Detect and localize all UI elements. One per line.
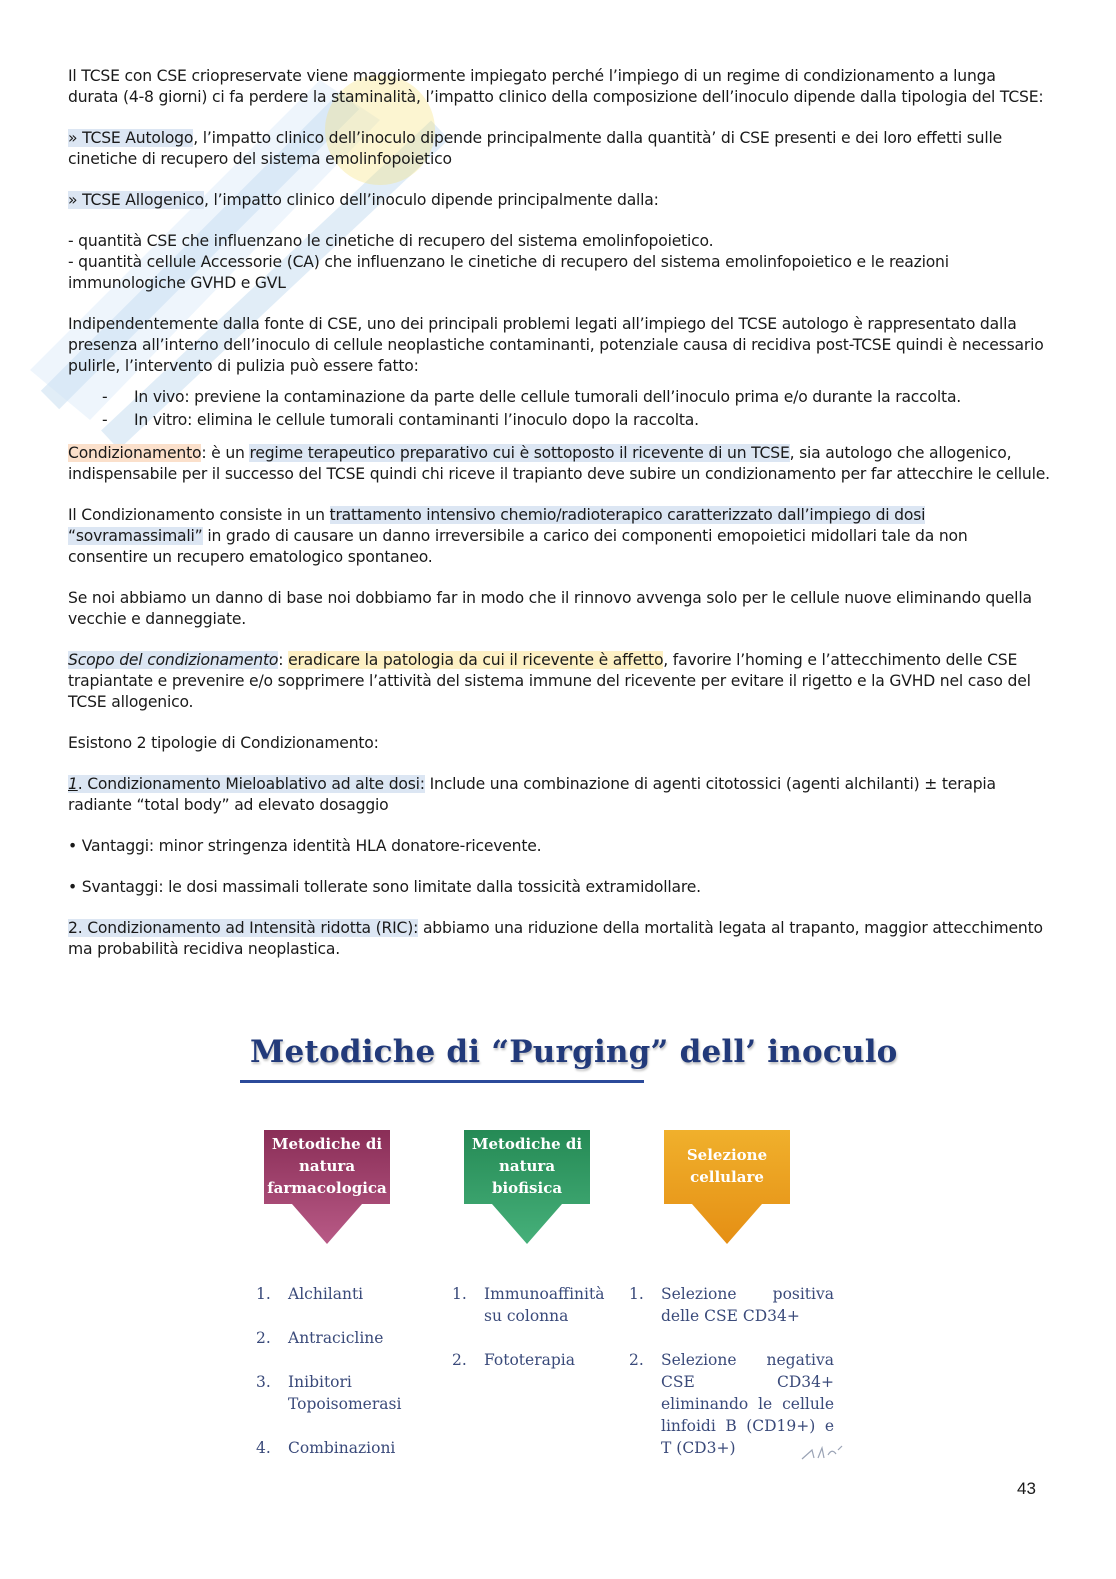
pro-contro-list xyxy=(68,836,1050,898)
tipologie-paragraph: Esistono 2 tipologie di Condizionamento: xyxy=(68,734,379,752)
list-item-text: Alchilanti xyxy=(288,1285,364,1303)
condizionamento-mid: : è un xyxy=(201,444,250,462)
figure-title: Metodiche di “Purging” dell’ inoculo xyxy=(250,1034,898,1070)
list-item xyxy=(256,1371,402,1415)
intro-paragraph: Il TCSE con CSE criopreservate viene maggiormente impiegato perché l’impiego di un regime di condizionamento a lunga durata (4-8 giorni) ci fa perdere la staminalità, l’impatto clinico della composizione dell’inoculo dipende dalla tipologia del TCSE: xyxy=(68,67,1044,106)
in-vivo-text: In vivo: previene la contaminazione da parte delle cellule tumorali dell’inoculo prima e/o durante la raccolta. xyxy=(134,388,962,406)
box-biofisica-label: Metodiche di natura biofisica xyxy=(471,1135,583,1197)
page-number: 43 xyxy=(1017,1479,1036,1498)
condizionamento-label: Condizionamento xyxy=(68,444,202,462)
list-farmacologica xyxy=(256,1283,426,1481)
list-item-text: Antracicline xyxy=(288,1329,384,1347)
autologo-paragraph xyxy=(68,128,1050,170)
figure-title-underline xyxy=(240,1080,644,1083)
tipologia-2-paragraph xyxy=(68,918,1050,960)
allogenico-item-2: - quantità cellule Accessorie (CA) che influenzano le cinetiche di recupero del sistema emolinfopoietico e le reazioni immunologiche GVHD e GVL xyxy=(68,253,949,292)
list-item xyxy=(452,1283,605,1327)
autologo-label: » TCSE Autologo xyxy=(68,129,194,147)
svantaggi-item: • Svantaggi: le dosi massimali tollerate sono limitate dalla tossicità extramidollare. xyxy=(68,878,701,896)
list-item-number: 1. xyxy=(629,1285,644,1303)
list-item-text: Selezione positiva delle CSE CD34+ xyxy=(661,1285,834,1325)
tipologia-1-text: Include una combinazione di agenti citotossici (agenti alchilanti) ± terapia radiante “total body” ad elevato dosaggio xyxy=(68,775,996,814)
scopo-label: Scopo del condizionamento xyxy=(68,651,279,669)
list-item xyxy=(256,1283,426,1305)
indipendentemente-paragraph: Indipendentemente dalla fonte di CSE, uno dei principali problemi legati all’impiego del TCSE autologo è rappresentato dalla presenza all’interno dell’inoculo di cellule neoplastiche contaminanti, potenziale causa di recidiva post-TCSE quindi è necessario pulirle, l’intervento di pulizia può essere fatto: xyxy=(68,315,1044,375)
list-item xyxy=(256,1437,426,1459)
box-farmacologica-label: Metodiche di natura farmacologica xyxy=(267,1135,387,1197)
condizionamento-paragraph xyxy=(68,443,1050,485)
document-body xyxy=(68,66,1050,980)
list-biofisica xyxy=(452,1283,612,1393)
consiste-rest: in grado di causare un danno irreversibile a carico dei componenti emopoietici midollari tale da non consentire un recupero ematologico spontaneo. xyxy=(68,527,968,566)
list-item-text: Combinazioni xyxy=(288,1439,396,1457)
allogenico-label: » TCSE Allogenico xyxy=(68,191,204,209)
list-item xyxy=(256,1327,426,1349)
tipologia-1-paragraph xyxy=(68,774,1050,816)
in-vitro-text: In vitro: elimina le cellule tumorali contaminanti l’inoculo dopo la raccolta. xyxy=(134,411,699,429)
consiste-paragraph xyxy=(68,505,1050,568)
list-item-text: Fototerapia xyxy=(484,1351,575,1369)
allogenico-paragraph xyxy=(68,190,1050,211)
scopo-colon: : xyxy=(278,651,289,669)
list-item xyxy=(452,1349,612,1371)
list-item xyxy=(629,1283,834,1327)
list-item-number: 2. xyxy=(256,1329,271,1347)
scopo-highlight: eradicare la patologia da cui il ricevente è affetto xyxy=(288,651,664,669)
autologo-text: , l’impatto clinico dell’inoculo dipende principalmente dalla quantità’ di CSE presenti e dei loro effetti sulle cinetiche di recupero del sistema emolinfopoietico xyxy=(68,129,1002,168)
list-item: - In vitro: elimina le cellule tumorali contaminanti l’inoculo dopo la raccolta. xyxy=(102,411,699,429)
list-item-number: 1. xyxy=(452,1285,467,1303)
tipologia-2-text: abbiamo una riduzione della mortalità legata al trapanto, maggior attecchimento ma probabilità recidiva neoplastica. xyxy=(68,919,1043,958)
allogenico-list xyxy=(68,231,1050,294)
list-item-number: 3. xyxy=(256,1373,271,1391)
condizionamento-highlight: regime terapeutico preparativo cui è sottoposto il ricevente di un TCSE xyxy=(249,444,790,462)
list-item-text: Immunoaffinità su colonna xyxy=(484,1285,605,1325)
signature-mark-icon xyxy=(800,1442,846,1462)
pulizia-list xyxy=(68,387,1050,431)
scopo-rest: , favorire l’homing e l’attecchimento delle CSE trapiantate e prevenire e/o sopprimere l’attività del sistema immune del ricevente per evitare il rigetto e la GVHD nel caso del TCSE allogenico. xyxy=(68,651,1031,711)
danno-paragraph: Se noi abbiamo un danno di base noi dobbiamo far in modo che il rinnovo avvenga solo per le cellule nuove eliminando quella vecchie e danneggiate. xyxy=(68,589,1032,628)
consiste-highlight: trattamento intensivo chemio/radioterapico caratterizzato dall’impiego di dosi “sovramassimali” xyxy=(68,506,926,545)
tipologia-1-label: . Condizionamento Mieloablativo ad alte dosi: xyxy=(77,775,425,793)
condizionamento-rest: , sia autologo che allogenico, indispensabile per il successo del TCSE quindi chi riceve il trapianto deve subire un condizionamento per far attecchire le cellule. xyxy=(68,444,1050,483)
list-item: - In vivo: previene la contaminazione da parte delle cellule tumorali dell’inoculo prima e/o durante la raccolta. xyxy=(102,388,962,406)
allogenico-item-1: - quantità CSE che influenzano le cinetiche di recupero del sistema emolinfopoietico. xyxy=(68,232,714,250)
scopo-paragraph xyxy=(68,650,1050,713)
tipologia-2-label: 2. Condizionamento ad Intensità ridotta (RIC): xyxy=(68,919,419,937)
allogenico-text: , l’impatto clinico dell’inoculo dipende principalmente dalla: xyxy=(204,191,659,209)
vantaggi-item: • Vantaggi: minor stringenza identità HLA donatore-ricevente. xyxy=(68,837,542,855)
consiste-start: Il Condizionamento consiste in un xyxy=(68,506,330,524)
list-item-number: 1. xyxy=(256,1285,271,1303)
list-item-text: Selezione negativa CSE CD34+ eliminando le cellule linfoidi B (CD19+) e T (CD3+) xyxy=(661,1351,834,1457)
tipologia-1-number: 1 xyxy=(68,775,78,793)
list-item-text: Inibitori Topoisomerasi xyxy=(288,1373,402,1413)
box-selezione-label: Selezione cellulare xyxy=(686,1146,768,1186)
list-item-number: 2. xyxy=(452,1351,467,1369)
purging-figure xyxy=(240,1030,898,1470)
list-item-number: 2. xyxy=(629,1351,644,1369)
list-item-number: 4. xyxy=(256,1439,271,1457)
